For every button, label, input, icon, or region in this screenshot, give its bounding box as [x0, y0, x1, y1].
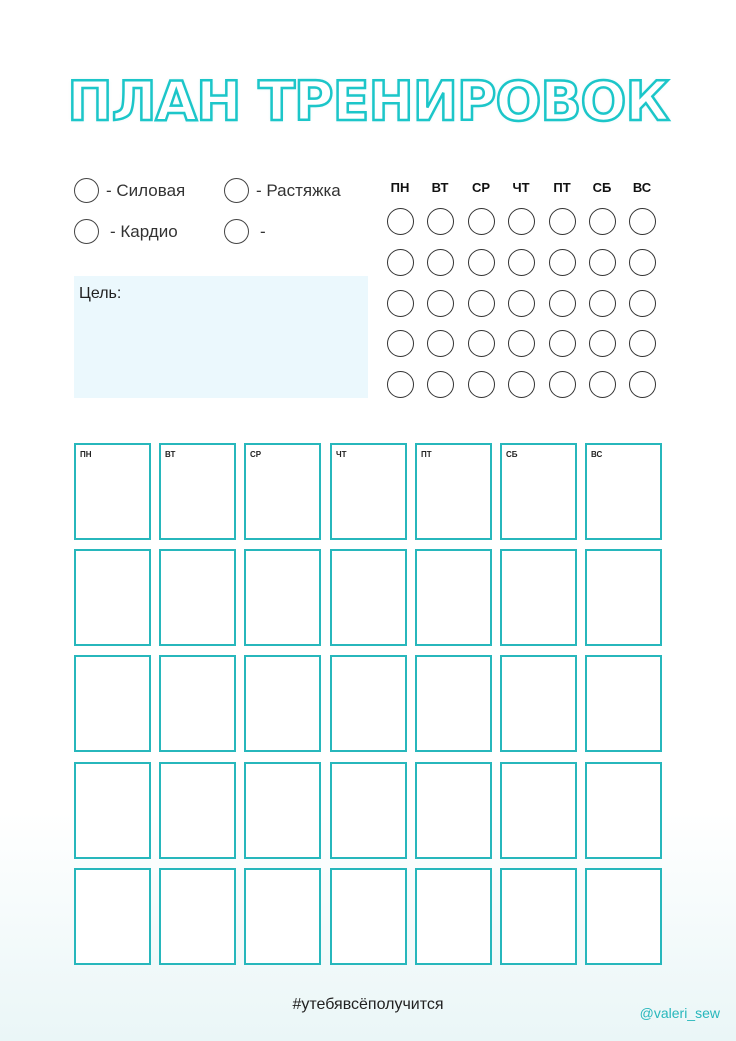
- day-cell[interactable]: [500, 549, 577, 646]
- day-cell[interactable]: [74, 655, 151, 752]
- footer-hashtag: #утебявсёполучится: [292, 996, 444, 1013]
- tracker-circle[interactable]: [508, 330, 535, 357]
- day-cell[interactable]: [159, 655, 236, 752]
- legend-circle-icon[interactable]: [74, 219, 99, 244]
- tracker-day-header: ПТ: [553, 180, 571, 195]
- tracker-circle[interactable]: [629, 249, 656, 276]
- author-handle: @valeri_sew: [639, 1005, 720, 1021]
- day-cell[interactable]: [74, 762, 151, 859]
- day-cell[interactable]: [74, 868, 151, 965]
- day-cell[interactable]: [330, 549, 407, 646]
- day-cell[interactable]: [244, 655, 321, 752]
- day-cell-label: СБ: [506, 450, 518, 459]
- tracker-circle[interactable]: [427, 290, 454, 317]
- tracker-circle[interactable]: [468, 371, 495, 398]
- tracker-day-header: ЧТ: [512, 180, 530, 195]
- day-cell[interactable]: [415, 762, 492, 859]
- tracker-circle[interactable]: [427, 249, 454, 276]
- tracker-circle[interactable]: [629, 208, 656, 235]
- legend-item-stretch: [224, 178, 341, 203]
- day-cell[interactable]: [415, 655, 492, 752]
- tracker-circle[interactable]: [387, 208, 414, 235]
- tracker-circle[interactable]: [427, 208, 454, 235]
- legend-circle-icon[interactable]: [224, 219, 249, 244]
- tracker-circle[interactable]: [387, 249, 414, 276]
- tracker-circle[interactable]: [508, 371, 535, 398]
- day-cell[interactable]: [500, 868, 577, 965]
- day-cell[interactable]: [244, 762, 321, 859]
- day-cell[interactable]: [244, 549, 321, 646]
- day-cell[interactable]: [244, 443, 321, 540]
- day-cell-label: ВС: [591, 450, 603, 459]
- day-cell[interactable]: [585, 762, 662, 859]
- day-cell[interactable]: [585, 443, 662, 540]
- day-cell[interactable]: [74, 443, 151, 540]
- tracker-circle[interactable]: [387, 290, 414, 317]
- tracker-circle[interactable]: [387, 371, 414, 398]
- tracker-circle[interactable]: [589, 290, 616, 317]
- day-cell[interactable]: [330, 443, 407, 540]
- tracker-circle[interactable]: [629, 330, 656, 357]
- legend-label: - Растяжка: [256, 180, 341, 200]
- day-cell[interactable]: [415, 443, 492, 540]
- legend-item-strength: [74, 178, 185, 203]
- day-cell[interactable]: [159, 443, 236, 540]
- legend-label: - Силовая: [106, 180, 186, 200]
- tracker-circle[interactable]: [549, 371, 576, 398]
- day-cell[interactable]: [330, 762, 407, 859]
- tracker-circle[interactable]: [468, 290, 495, 317]
- tracker-circle[interactable]: [387, 330, 414, 357]
- day-cell[interactable]: [159, 762, 236, 859]
- tracker-circle[interactable]: [589, 330, 616, 357]
- legend-circle-icon[interactable]: [74, 178, 99, 203]
- legend-item-cardio: [74, 219, 178, 244]
- day-cell[interactable]: [415, 868, 492, 965]
- legend-label: -: [260, 221, 266, 241]
- tracker-circle[interactable]: [549, 290, 576, 317]
- day-cell[interactable]: [330, 868, 407, 965]
- day-cell[interactable]: [500, 762, 577, 859]
- tracker-circle[interactable]: [629, 290, 656, 317]
- tracker-circle[interactable]: [508, 208, 535, 235]
- tracker-circle[interactable]: [629, 371, 656, 398]
- day-cell-label: ВТ: [165, 450, 176, 459]
- tracker-day-header: СБ: [592, 180, 612, 195]
- day-cell[interactable]: [585, 549, 662, 646]
- day-cell[interactable]: [330, 655, 407, 752]
- day-cell-label: СР: [250, 450, 262, 459]
- page-title: ПЛАН ТРЕНИРОВОК: [67, 70, 669, 133]
- day-cell[interactable]: [500, 655, 577, 752]
- tracker-circle[interactable]: [549, 208, 576, 235]
- tracker-circle[interactable]: [589, 371, 616, 398]
- tracker-circle[interactable]: [427, 371, 454, 398]
- tracker-circle[interactable]: [549, 330, 576, 357]
- day-cell[interactable]: [415, 549, 492, 646]
- tracker-circle[interactable]: [508, 249, 535, 276]
- tracker-circle[interactable]: [589, 249, 616, 276]
- day-cell[interactable]: [500, 443, 577, 540]
- goal-box[interactable]: [74, 276, 368, 398]
- tracker-day-header: ПН: [390, 180, 410, 195]
- goal-label: Цель:: [79, 285, 122, 302]
- day-cell[interactable]: [585, 868, 662, 965]
- legend-label: - Кардио: [110, 221, 178, 241]
- tracker-circle[interactable]: [468, 330, 495, 357]
- day-cell[interactable]: [74, 549, 151, 646]
- tracker-circle[interactable]: [589, 208, 616, 235]
- day-cell[interactable]: [159, 549, 236, 646]
- tracker-circle[interactable]: [427, 330, 454, 357]
- day-cell[interactable]: [585, 655, 662, 752]
- tracker-circle[interactable]: [468, 208, 495, 235]
- day-cell-label: ЧТ: [336, 450, 347, 459]
- day-cell[interactable]: [244, 868, 321, 965]
- tracker-day-header: СР: [471, 180, 491, 195]
- tracker-circle[interactable]: [468, 249, 495, 276]
- day-cell-label: ПН: [80, 450, 92, 459]
- tracker-day-header: ВТ: [431, 180, 449, 195]
- legend-circle-icon[interactable]: [224, 178, 249, 203]
- tracker-circle[interactable]: [549, 249, 576, 276]
- tracker-day-header: ВС: [632, 180, 652, 195]
- tracker-circle[interactable]: [508, 290, 535, 317]
- day-cell-label: ПТ: [421, 450, 432, 459]
- legend-item-custom: [224, 219, 266, 244]
- day-cell[interactable]: [159, 868, 236, 965]
